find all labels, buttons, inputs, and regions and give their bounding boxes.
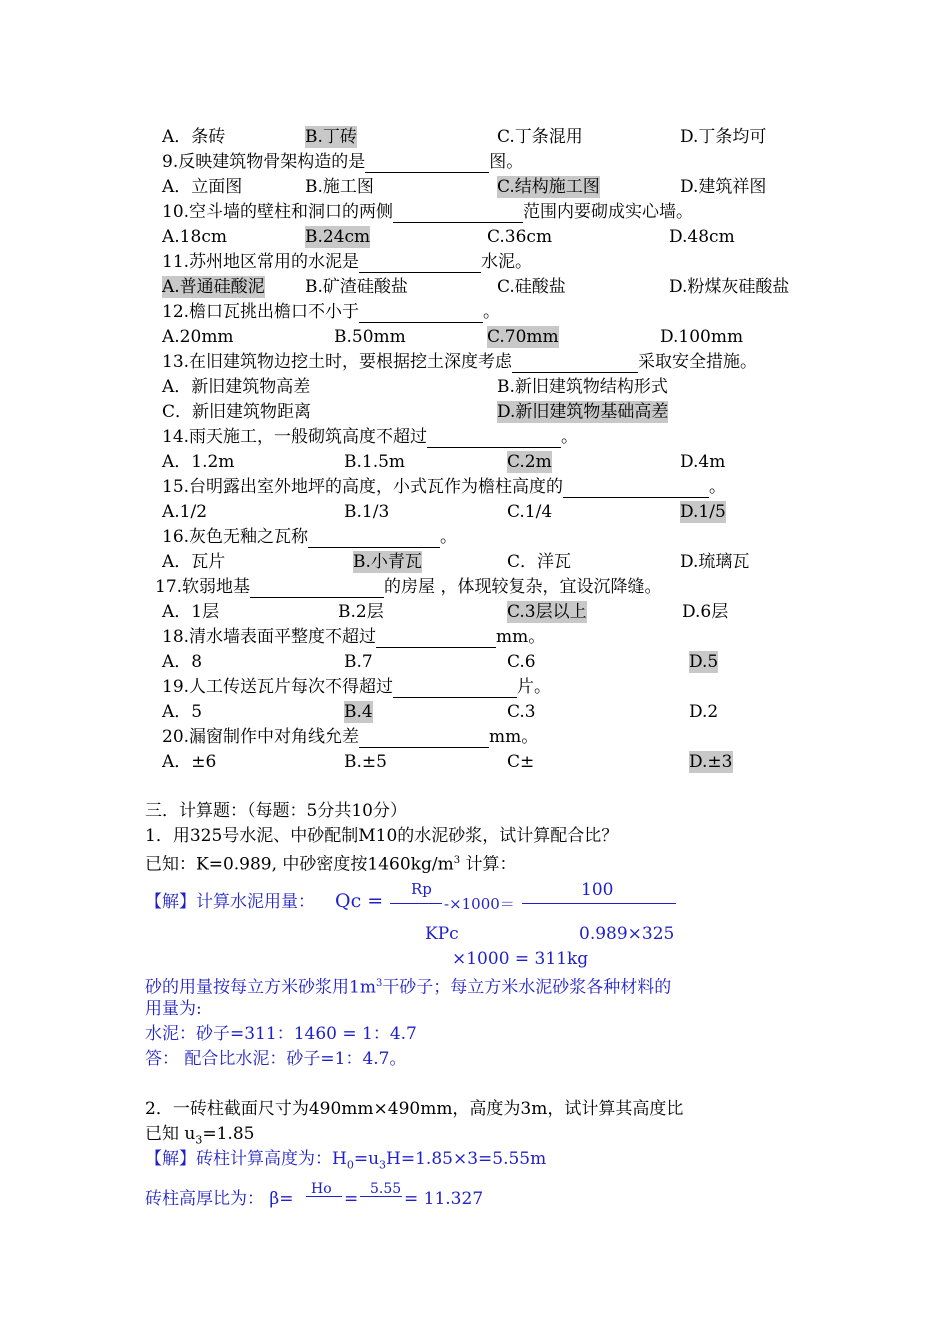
- q12-blank: [359, 304, 483, 323]
- p2-sol-tail: H=1.85×3=5.55m: [386, 1149, 547, 1169]
- q11-opt-c: C.硅酸盐: [497, 277, 566, 297]
- q19-stem-tail: 片。: [517, 677, 552, 697]
- q16-opt-c: C．洋瓦: [507, 552, 572, 572]
- p2-ho: Ho: [311, 1181, 332, 1197]
- q12-opt-d: D.100mm: [660, 327, 744, 347]
- q8-opt-c: C.丁条混用: [497, 127, 583, 147]
- q20-opt-a: A．±6: [162, 752, 217, 772]
- p1-times1000: -×1000＝: [444, 895, 515, 913]
- q15-blank: [563, 479, 709, 498]
- p2-eq: =: [344, 1189, 359, 1209]
- q9-opt-d: D.建筑祥图: [680, 177, 767, 197]
- q18-opt-b: B.7: [344, 652, 373, 672]
- q9-stem: [162, 151, 523, 173]
- q8-opt-a: A．条砖: [162, 127, 226, 147]
- q11-stem-text: 11.苏州地区常用的水泥是: [162, 252, 360, 272]
- p1-denominator: 0.989×325: [579, 924, 675, 944]
- q9-stem-text: 9.反映建筑物骨架构造的是: [162, 152, 366, 172]
- p2-ratio-label: 砖柱高厚比为： β=: [145, 1189, 294, 1209]
- q20-stem-text: 20.漏窗制作中对角线允差: [162, 727, 360, 747]
- q8-opt-b: B.丁砖: [305, 127, 357, 147]
- q8-opt-d: D.丁条均可: [680, 127, 767, 147]
- q12-stem-tail: 。: [483, 302, 501, 322]
- p2-solution: [145, 1148, 546, 1176]
- q15-opt-c: C.1/4: [507, 502, 553, 522]
- p1-kpc: KPc: [425, 924, 459, 944]
- p2-sol-mid: =u: [353, 1149, 380, 1169]
- p1-ratio: 水泥：砂子=311：1460 = 1：4.7: [145, 1024, 417, 1044]
- q20-stem: [162, 726, 538, 748]
- q20-stem-tail: mm。: [489, 727, 539, 747]
- q9-opt-a: A．立面图: [162, 177, 243, 197]
- p1-sand-sup: 3: [375, 978, 383, 989]
- p2-sol-sub3: 3: [379, 1158, 387, 1172]
- q10-opt-c: C.36cm: [487, 227, 553, 247]
- q12-opt-b: B.50mm: [334, 327, 406, 347]
- q14-stem-tail: 。: [561, 427, 579, 447]
- q20-opt-b: B.±5: [344, 752, 387, 772]
- q15-stem-tail: 。: [709, 477, 727, 497]
- q18-opt-c: C.6: [507, 652, 536, 672]
- q16-stem: [162, 526, 457, 548]
- q15-opt-d: D.1/5: [680, 502, 726, 522]
- p1-given: [145, 850, 517, 876]
- q16-blank: [308, 529, 440, 548]
- q11-opt-b: B.矿渣硅酸盐: [305, 277, 408, 297]
- q16-stem-tail: 。: [440, 527, 458, 547]
- p1-frac-line-2: [522, 903, 676, 904]
- q11-stem: [162, 251, 532, 273]
- q9-blank: [365, 154, 489, 173]
- q15-opt-a: A.1/2: [162, 502, 208, 522]
- p2-sol-text: 【解】砖柱计算高度为：H: [145, 1149, 347, 1169]
- q16-stem-text: 16.灰色无釉之瓦称: [162, 527, 309, 547]
- p2-given-text: 已知 u: [145, 1124, 196, 1144]
- q13-opt-b: B.新旧建筑物结构形式: [497, 377, 668, 397]
- q19-stem-text: 19.人工传送瓦片每次不得超过: [162, 677, 394, 697]
- q17-opt-d: D.6层: [682, 602, 729, 622]
- q13-blank: [512, 354, 638, 373]
- q12-opt-c: C.70mm: [487, 327, 559, 347]
- q18-opt-d: D.5: [689, 652, 719, 672]
- q19-opt-a: A．5: [162, 702, 203, 722]
- q17-stem-text: 17.软弱地基: [155, 577, 251, 597]
- p1-sand-tail: 干砂子；每立方米水泥砂浆各种材料的: [382, 977, 672, 998]
- q19-opt-b: B.4: [344, 702, 373, 722]
- q18-stem: [162, 626, 545, 648]
- q18-stem-tail: mm。: [496, 627, 546, 647]
- q17-stem: [155, 576, 661, 598]
- q12-stem: [162, 301, 500, 323]
- p1-qc: Qc =: [335, 890, 384, 912]
- p1-result: ×1000 = 311kg: [452, 949, 589, 969]
- q13-stem-tail: 采取安全措施。: [638, 352, 758, 372]
- p1-sand-cont: 用量为:: [145, 999, 202, 1019]
- p2-sol-sub0: 0: [346, 1158, 354, 1172]
- p2-result: = 11.327: [404, 1189, 484, 1209]
- p1-sand-line: [145, 973, 671, 999]
- p2-given-sub: 3: [195, 1133, 203, 1147]
- q13-opt-a: A．新旧建筑物高差: [162, 377, 311, 397]
- q18-blank: [376, 629, 496, 648]
- q14-opt-a: A．1.2m: [162, 452, 235, 472]
- q10-opt-d: D.48cm: [669, 227, 735, 247]
- q18-opt-a: A．8: [162, 652, 203, 672]
- q17-opt-b: B.2层: [338, 602, 384, 622]
- q15-stem: [162, 476, 726, 498]
- q14-opt-c: C.2m: [507, 452, 552, 472]
- p1-given-text: 已知：K=0.989, 中砂密度按1460kg/m: [145, 854, 454, 875]
- q17-opt-c: C.3层以上: [507, 602, 587, 622]
- section-heading: 三．计算题：（每题：5分共10分）: [145, 801, 407, 821]
- p1-given-sup: 3: [453, 855, 461, 866]
- p2-val: 5.55: [370, 1181, 402, 1197]
- q17-stem-tail: 的房屋 ，体现较复杂，宜设沉降缝。: [384, 577, 662, 597]
- p1-solution-label: 【解】计算水泥用量：: [145, 892, 315, 912]
- q10-opt-b: B.24cm: [305, 227, 371, 247]
- q9-opt-c: C.结构施工图: [497, 177, 600, 197]
- q16-opt-a: A．瓦片: [162, 552, 226, 572]
- q17-blank: [250, 579, 384, 598]
- q19-opt-d: D.2: [689, 702, 719, 722]
- q17-opt-a: A．1层: [162, 602, 220, 622]
- q12-stem-text: 12.檐口瓦挑出檐口不小于: [162, 302, 360, 322]
- p1-frac-line-1: [390, 903, 442, 904]
- q19-blank: [393, 679, 517, 698]
- p1-given-tail: 计算：: [460, 854, 517, 875]
- q13-opt-d: D.新旧建筑物基础高差: [497, 402, 669, 422]
- q20-blank: [359, 729, 489, 748]
- q15-stem-text: 15.台明露出室外地坪的高度，小式瓦作为檐柱高度的: [162, 477, 564, 497]
- q13-opt-c: C．新旧建筑物距离: [162, 402, 312, 422]
- q15-opt-b: B.1/3: [344, 502, 390, 522]
- p1-question: 1．用325号水泥、中砂配制M10的水泥砂浆，试计算配合比？: [145, 826, 619, 846]
- p1-sand-text: 砂的用量按每立方米砂浆用1m: [145, 977, 376, 998]
- q20-opt-c: C±: [507, 752, 535, 772]
- q14-stem-text: 14.雨天施工，一般砌筑高度不超过: [162, 427, 428, 447]
- q10-stem-tail: 范围内要砌成实心墙。: [523, 202, 694, 222]
- q13-stem: [162, 351, 757, 373]
- q10-stem: [162, 201, 693, 223]
- p1-answer: 答： 配合比水泥：砂子=1：4.7。: [145, 1049, 407, 1069]
- p1-rp: Rp: [411, 880, 432, 898]
- q13-stem-text: 13.在旧建筑物边挖土时，要根据挖土深度考虑: [162, 352, 513, 372]
- q18-stem-text: 18.清水墙表面平整度不超过: [162, 627, 377, 647]
- q10-stem-text: 10.空斗墙的壁柱和洞口的两侧: [162, 202, 394, 222]
- q9-stem-tail: 图。: [489, 152, 524, 172]
- q16-opt-d: D.琉璃瓦: [680, 552, 750, 572]
- q11-opt-d: D.粉煤灰硅酸盐: [669, 277, 790, 297]
- q11-blank: [359, 254, 481, 273]
- q14-stem: [162, 426, 578, 448]
- q12-opt-a: A.20mm: [162, 327, 234, 347]
- q20-opt-d: D.±3: [689, 752, 733, 772]
- p2-question: 2．一砖柱截面尺寸为490mm×490mm，高度为3m，试计算其高度比: [145, 1099, 684, 1119]
- q19-opt-c: C.3: [507, 702, 536, 722]
- q14-opt-d: D.4m: [680, 452, 726, 472]
- q10-blank: [393, 204, 523, 223]
- q11-stem-tail: 水泥。: [481, 252, 533, 272]
- q9-opt-b: B.施工图: [305, 177, 374, 197]
- q14-opt-b: B.1.5m: [344, 452, 406, 472]
- q10-opt-a: A.18cm: [162, 227, 227, 247]
- q19-stem: [162, 676, 551, 698]
- p2-given-tail: =1.85: [202, 1124, 255, 1144]
- p1-num100: 100: [581, 880, 614, 900]
- q16-opt-b: B.小青瓦: [353, 552, 422, 572]
- q11-opt-a: A.普通硅酸泥: [162, 277, 265, 297]
- q14-blank: [427, 429, 561, 448]
